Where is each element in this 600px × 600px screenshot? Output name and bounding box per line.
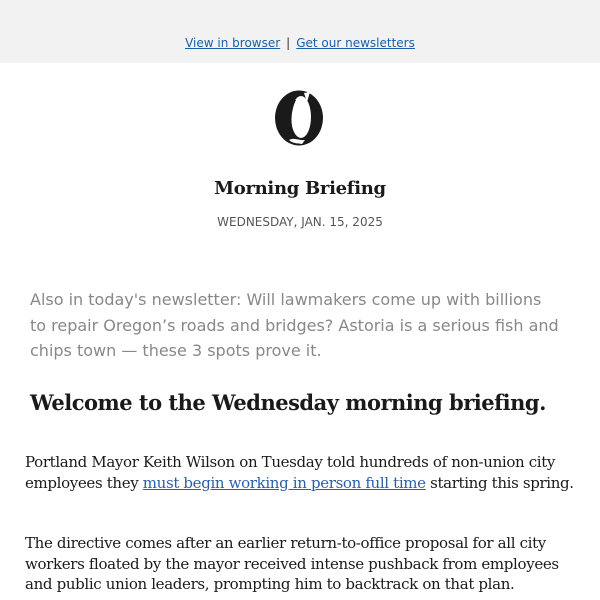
topbar-links: [0, 35, 600, 51]
newsletter-date: WEDNESDAY, JAN. 15, 2025: [217, 215, 383, 229]
briefing-headline: Welcome to the Wednesday morning briefing.: [30, 390, 546, 415]
newsletter-title: Morning Briefing: [214, 178, 386, 199]
article-paragraph-2: The directive comes after an earlier return-to-office proposal for all city workers floated by the mayor received intense pushback from employees and public union leaders, prompting him to backtrack on that plan.: [25, 534, 559, 593]
newsletter-topbar: [0, 0, 600, 63]
return-to-office-link[interactable]: must begin working in person full time: [142, 473, 426, 492]
get-newsletters-link[interactable]: Get our newsletters: [296, 36, 415, 50]
oregonian-o-logo-icon[interactable]: [271, 88, 327, 148]
para1-text-after: starting this spring.: [425, 473, 574, 492]
preview-text: Also in today's newsletter: Will lawmakers come up with billions to repair Oregon’s roads and bridges? Astoria is a serious fish and chips town — these 3 spots prove it.: [30, 290, 559, 360]
view-in-browser-link[interactable]: View in browser: [185, 36, 281, 50]
article-paragraph-1: [25, 452, 580, 493]
para1-text-before: Portland Mayor Keith Wilson on Tuesday told hundreds of non-union city employees they: [25, 453, 556, 492]
topbar-separator: |: [286, 36, 291, 50]
